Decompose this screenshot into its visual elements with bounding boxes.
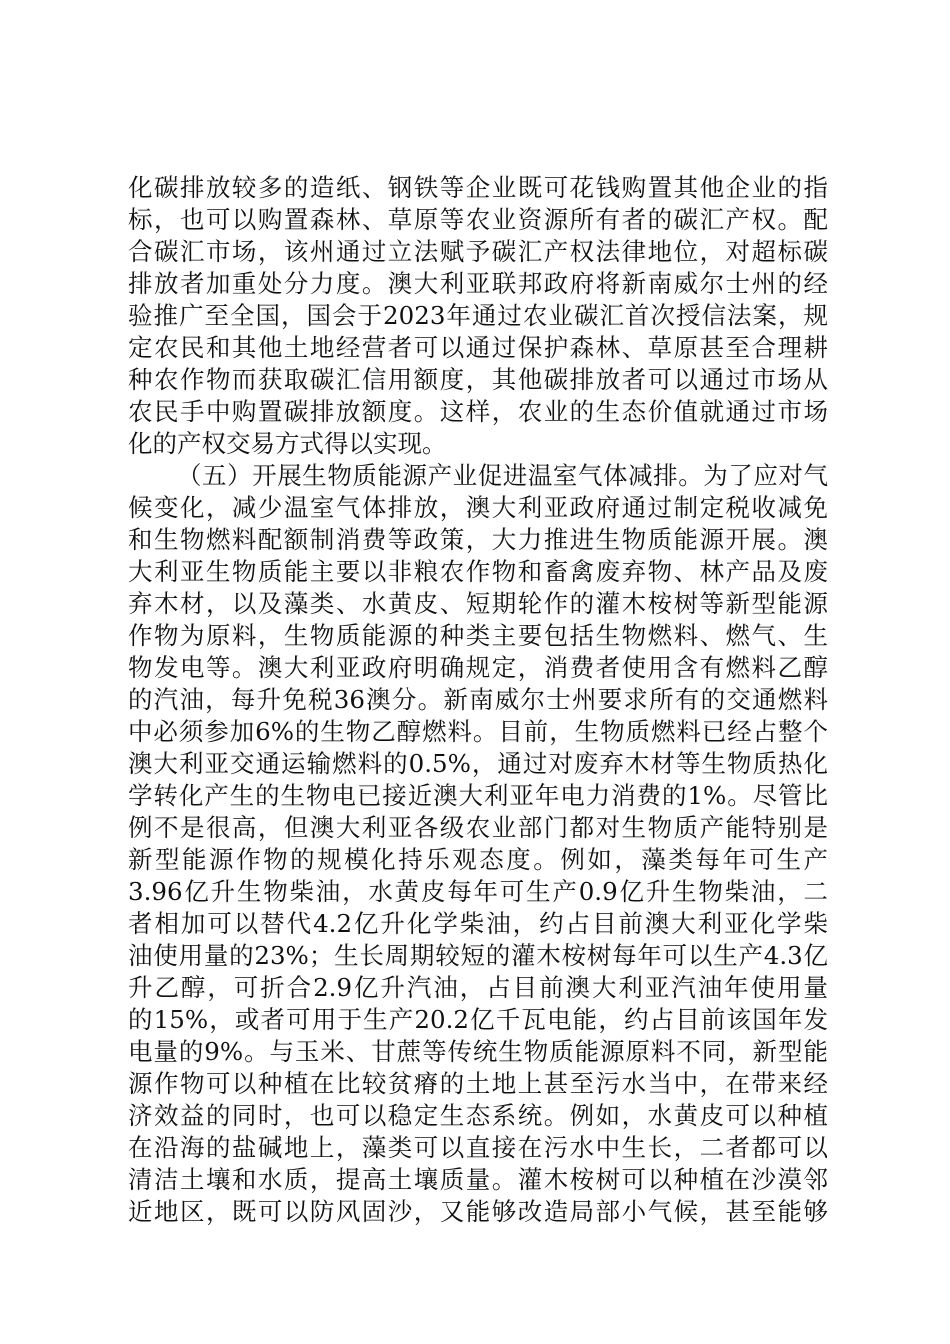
- text-line: 化碳排放较多的造纸、钢铁等企业既可花钱购置其他企业的指: [128, 173, 828, 202]
- text-line: 候变化，减少温室气体排放，澳大利亚政府通过制定税收减免: [128, 493, 828, 522]
- text-line: 新型能源作物的规模化持乐观态度。例如，藻类每年可生产: [128, 845, 828, 874]
- text-line: 大利亚生物质能主要以非粮农作物和畜禽废弃物、林产品及废: [128, 557, 828, 586]
- text-line: 源作物可以种植在比较贫瘠的土地上甚至污水当中，在带来经: [128, 1069, 828, 1098]
- text-line: 升乙醇，可折合2.9亿升汽油，占目前澳大利亚汽油年使用量: [128, 973, 828, 1002]
- text-line: 济效益的同时，也可以稳定生态系统。例如，水黄皮可以种植: [128, 1101, 828, 1130]
- text-line: 3.96亿升生物柴油，水黄皮每年可生产0.9亿升生物柴油，二: [128, 877, 828, 906]
- text-line: 近地区，既可以防风固沙，又能够改造局部小气候，甚至能够: [128, 1197, 828, 1226]
- text-line: 学转化产生的生物电已接近澳大利亚年电力消费的1%。尽管比: [128, 781, 828, 810]
- paragraph-carbon-sink-market: [128, 172, 828, 460]
- text-line: 农民手中购置碳排放额度。这样，农业的生态价值就通过市场: [128, 397, 828, 426]
- text-line: 澳大利亚交通运输燃料的0.5%，通过对废弃木材等生物质热化: [128, 749, 828, 778]
- text-line: 弃木材，以及藻类、水黄皮、短期轮作的灌木桉树等新型能源: [128, 589, 828, 618]
- section-heading-line: （五）开展生物质能源产业促进温室气体减排。为了应对气: [177, 461, 828, 490]
- text-line: 油使用量的23%；生长周期较短的灌木桉树每年可以生产4.3亿: [128, 941, 828, 970]
- text-line: 作物为原料，生物质能源的种类主要包括生物燃料、燃气、生: [128, 621, 828, 650]
- text-line: 者相加可以替代4.2亿升化学柴油，约占目前澳大利亚化学柴: [128, 909, 828, 938]
- text-line: 排放者加重处分力度。澳大利亚联邦政府将新南威尔士州的经: [128, 269, 828, 298]
- text-line: 验推广至全国，国会于2023年通过农业碳汇首次授信法案，规: [128, 301, 828, 330]
- text-line: 的15%，或者可用于生产20.2亿千瓦电能，约占目前该国年发: [128, 1005, 828, 1034]
- paragraph-biomass-energy: [128, 460, 828, 1228]
- text-line: 标，也可以购置森林、草原等农业资源所有者的碳汇产权。配: [128, 205, 828, 234]
- text-line: 中必须参加6%的生物乙醇燃料。目前，生物质燃料已经占整个: [128, 717, 828, 746]
- text-line: 合碳汇市场，该州通过立法赋予碳汇产权法律地位，对超标碳: [128, 237, 828, 266]
- text-line: 定农民和其他土地经营者可以通过保护森林、草原甚至合理耕: [128, 333, 828, 362]
- text-line: 清洁土壤和水质，提高土壤质量。灌木桉树可以种植在沙漠邻: [128, 1165, 828, 1194]
- text-line: 化的产权交易方式得以实现。: [128, 429, 447, 458]
- text-line: 电量的9%。与玉米、甘蔗等传统生物质能源原料不同，新型能: [128, 1037, 828, 1066]
- text-line: 物发电等。澳大利亚政府明确规定，消费者使用含有燃料乙醇: [128, 653, 828, 682]
- text-line: 在沿海的盐碱地上，藻类可以直接在污水中生长，二者都可以: [128, 1133, 828, 1162]
- text-line: 和生物燃料配额制消费等政策，大力推进生物质能源开展。澳: [128, 525, 828, 554]
- text-line: 的汽油，每升免税36澳分。新南威尔士州要求所有的交通燃料: [128, 685, 828, 714]
- text-line: 例不是很高，但澳大利亚各级农业部门都对生物质产能特别是: [128, 813, 828, 842]
- text-line: 种农作物而获取碳汇信用额度，其他碳排放者可以通过市场从: [128, 365, 828, 394]
